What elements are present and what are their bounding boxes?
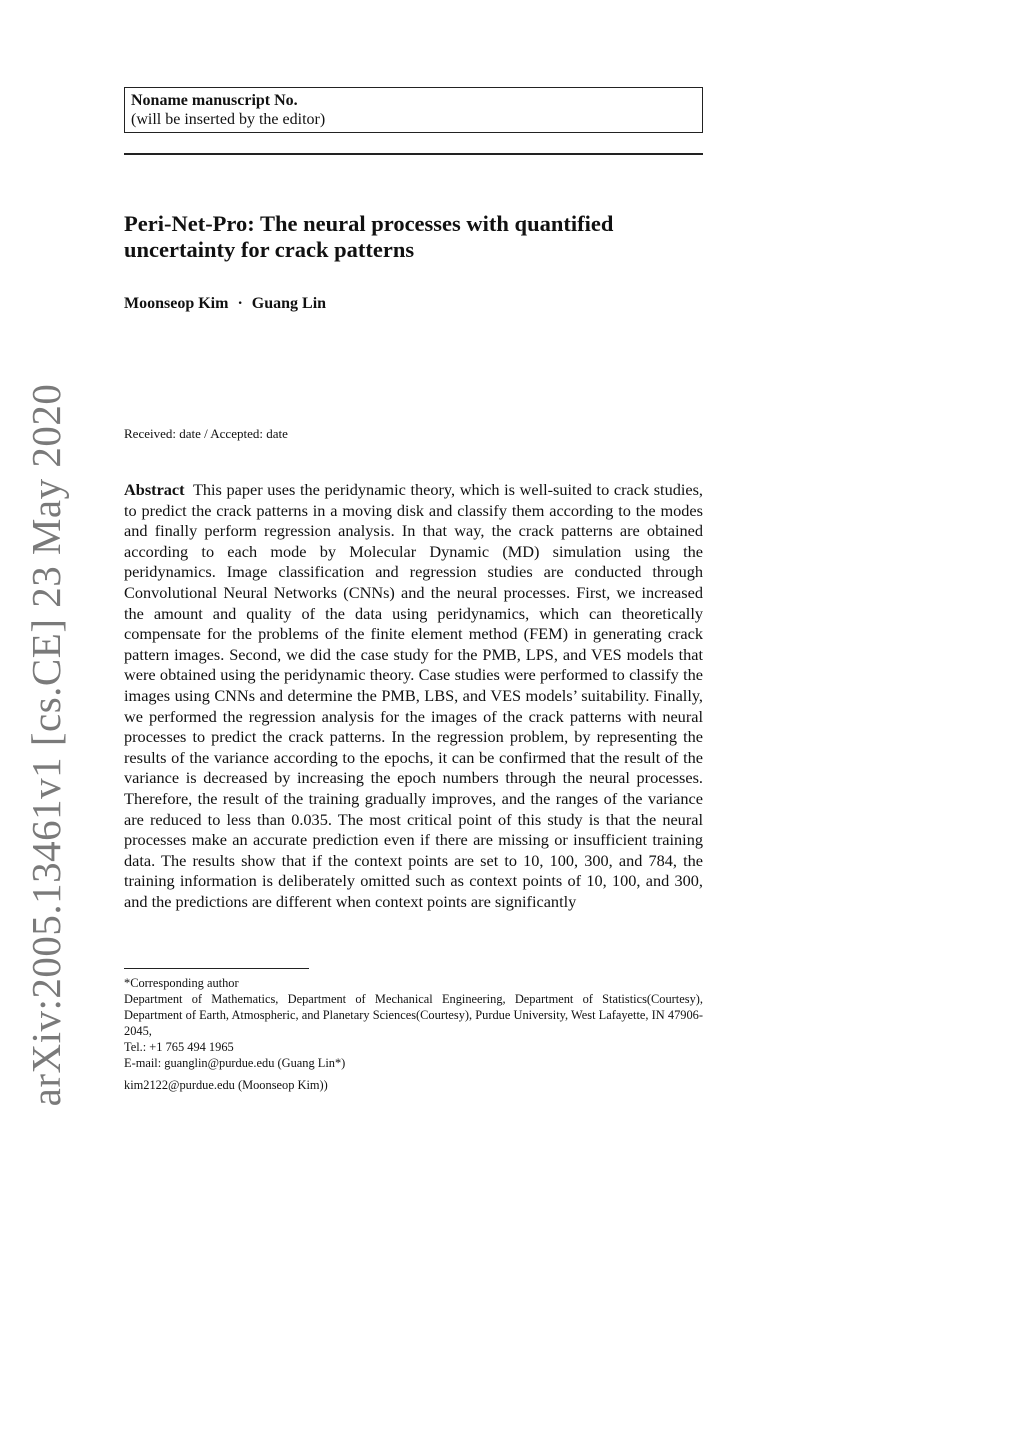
- manuscript-label: Noname manuscript No.: [131, 92, 298, 109]
- author-name: Guang Lin: [251, 295, 327, 312]
- telephone: Tel.: +1 765 494 1965: [124, 1040, 234, 1054]
- manuscript-box: [124, 87, 703, 133]
- footnotes: [124, 975, 703, 1093]
- corresponding-author-note: *Corresponding author: [124, 976, 239, 990]
- email-guang-lin: E-mail: guanglin@purdue.edu (Guang Lin*): [124, 1056, 346, 1070]
- received-accepted-dates: Received: date / Accepted: date: [124, 426, 288, 441]
- abstract-label: Abstract: [124, 480, 185, 499]
- abstract-text: This paper uses the peridynamic theory, which is well-suited to crack studies, to predict the crack patterns in a moving disk and classify them according to the modes and finally perform regression analysis. In that way, the crack patterns are obtained according to each mode by Molecular Dynamic (MD) simulation using the peridynamics. Image classification and regression studies are conducted through Convolutional Neural Networks (CNNs) and the neural processes. First, we increased the amount and quality of the data using peridynamics, which can theoretically compensate for the problems of the finite element method (FEM) in generating crack pattern images. Second, we did the case study for the PMB, LPS, and VES models that were obtained using the peridynamic theory. Case studies were performed to classify the images using CNNs and determine the PMB, LBS, and VES models’ suitability. Finally, we performed the regression analysis for the images of the crack patterns with neural processes to predict the crack patterns. In the regression problem, by representing the results of the variance according to the epochs, it can be confirmed that the result of the variance is decreased by increasing the epoch numbers through the neural processes. Therefore, the result of the training gradually improves, and the ranges of the variance are reduced to less than 0.035. The most critical point of this study is that the neural processes make an accurate prediction even if there are missing or insufficient training data. The results show that if the context points are set to 10, 100, 300, and 784, the training information is deliberately omitted such as context points of 10, 100, and 300, and the predictions are different when context points are significantly: [124, 480, 704, 911]
- email-moonseop-kim: kim2122@purdue.edu (Moonseop Kim)): [124, 1078, 328, 1092]
- author-separator: ·: [237, 295, 243, 312]
- arxiv-identifier: arXiv:2005.13461v1 [cs.CE] 23 May 2020: [23, 383, 69, 1107]
- abstract: [124, 480, 703, 912]
- editor-note: (will be inserted by the editor): [131, 111, 326, 128]
- affiliation: Department of Mathematics, Department of Mechanical Engineering, Department of Statistics(Courtesy), Department of Earth, Atmospheric, and Planetary Sciences(Courtesy), Purdue University, West Lafayette, IN 47906-2045,: [124, 992, 703, 1038]
- paper-title: Peri-Net-Pro: The neural processes with quantified uncertainty for crack patterns: [124, 211, 614, 262]
- footnote-divider: [124, 968, 309, 969]
- header-divider: [124, 153, 703, 155]
- author-name: Moonseop Kim: [124, 295, 229, 312]
- author-line: [124, 294, 326, 314]
